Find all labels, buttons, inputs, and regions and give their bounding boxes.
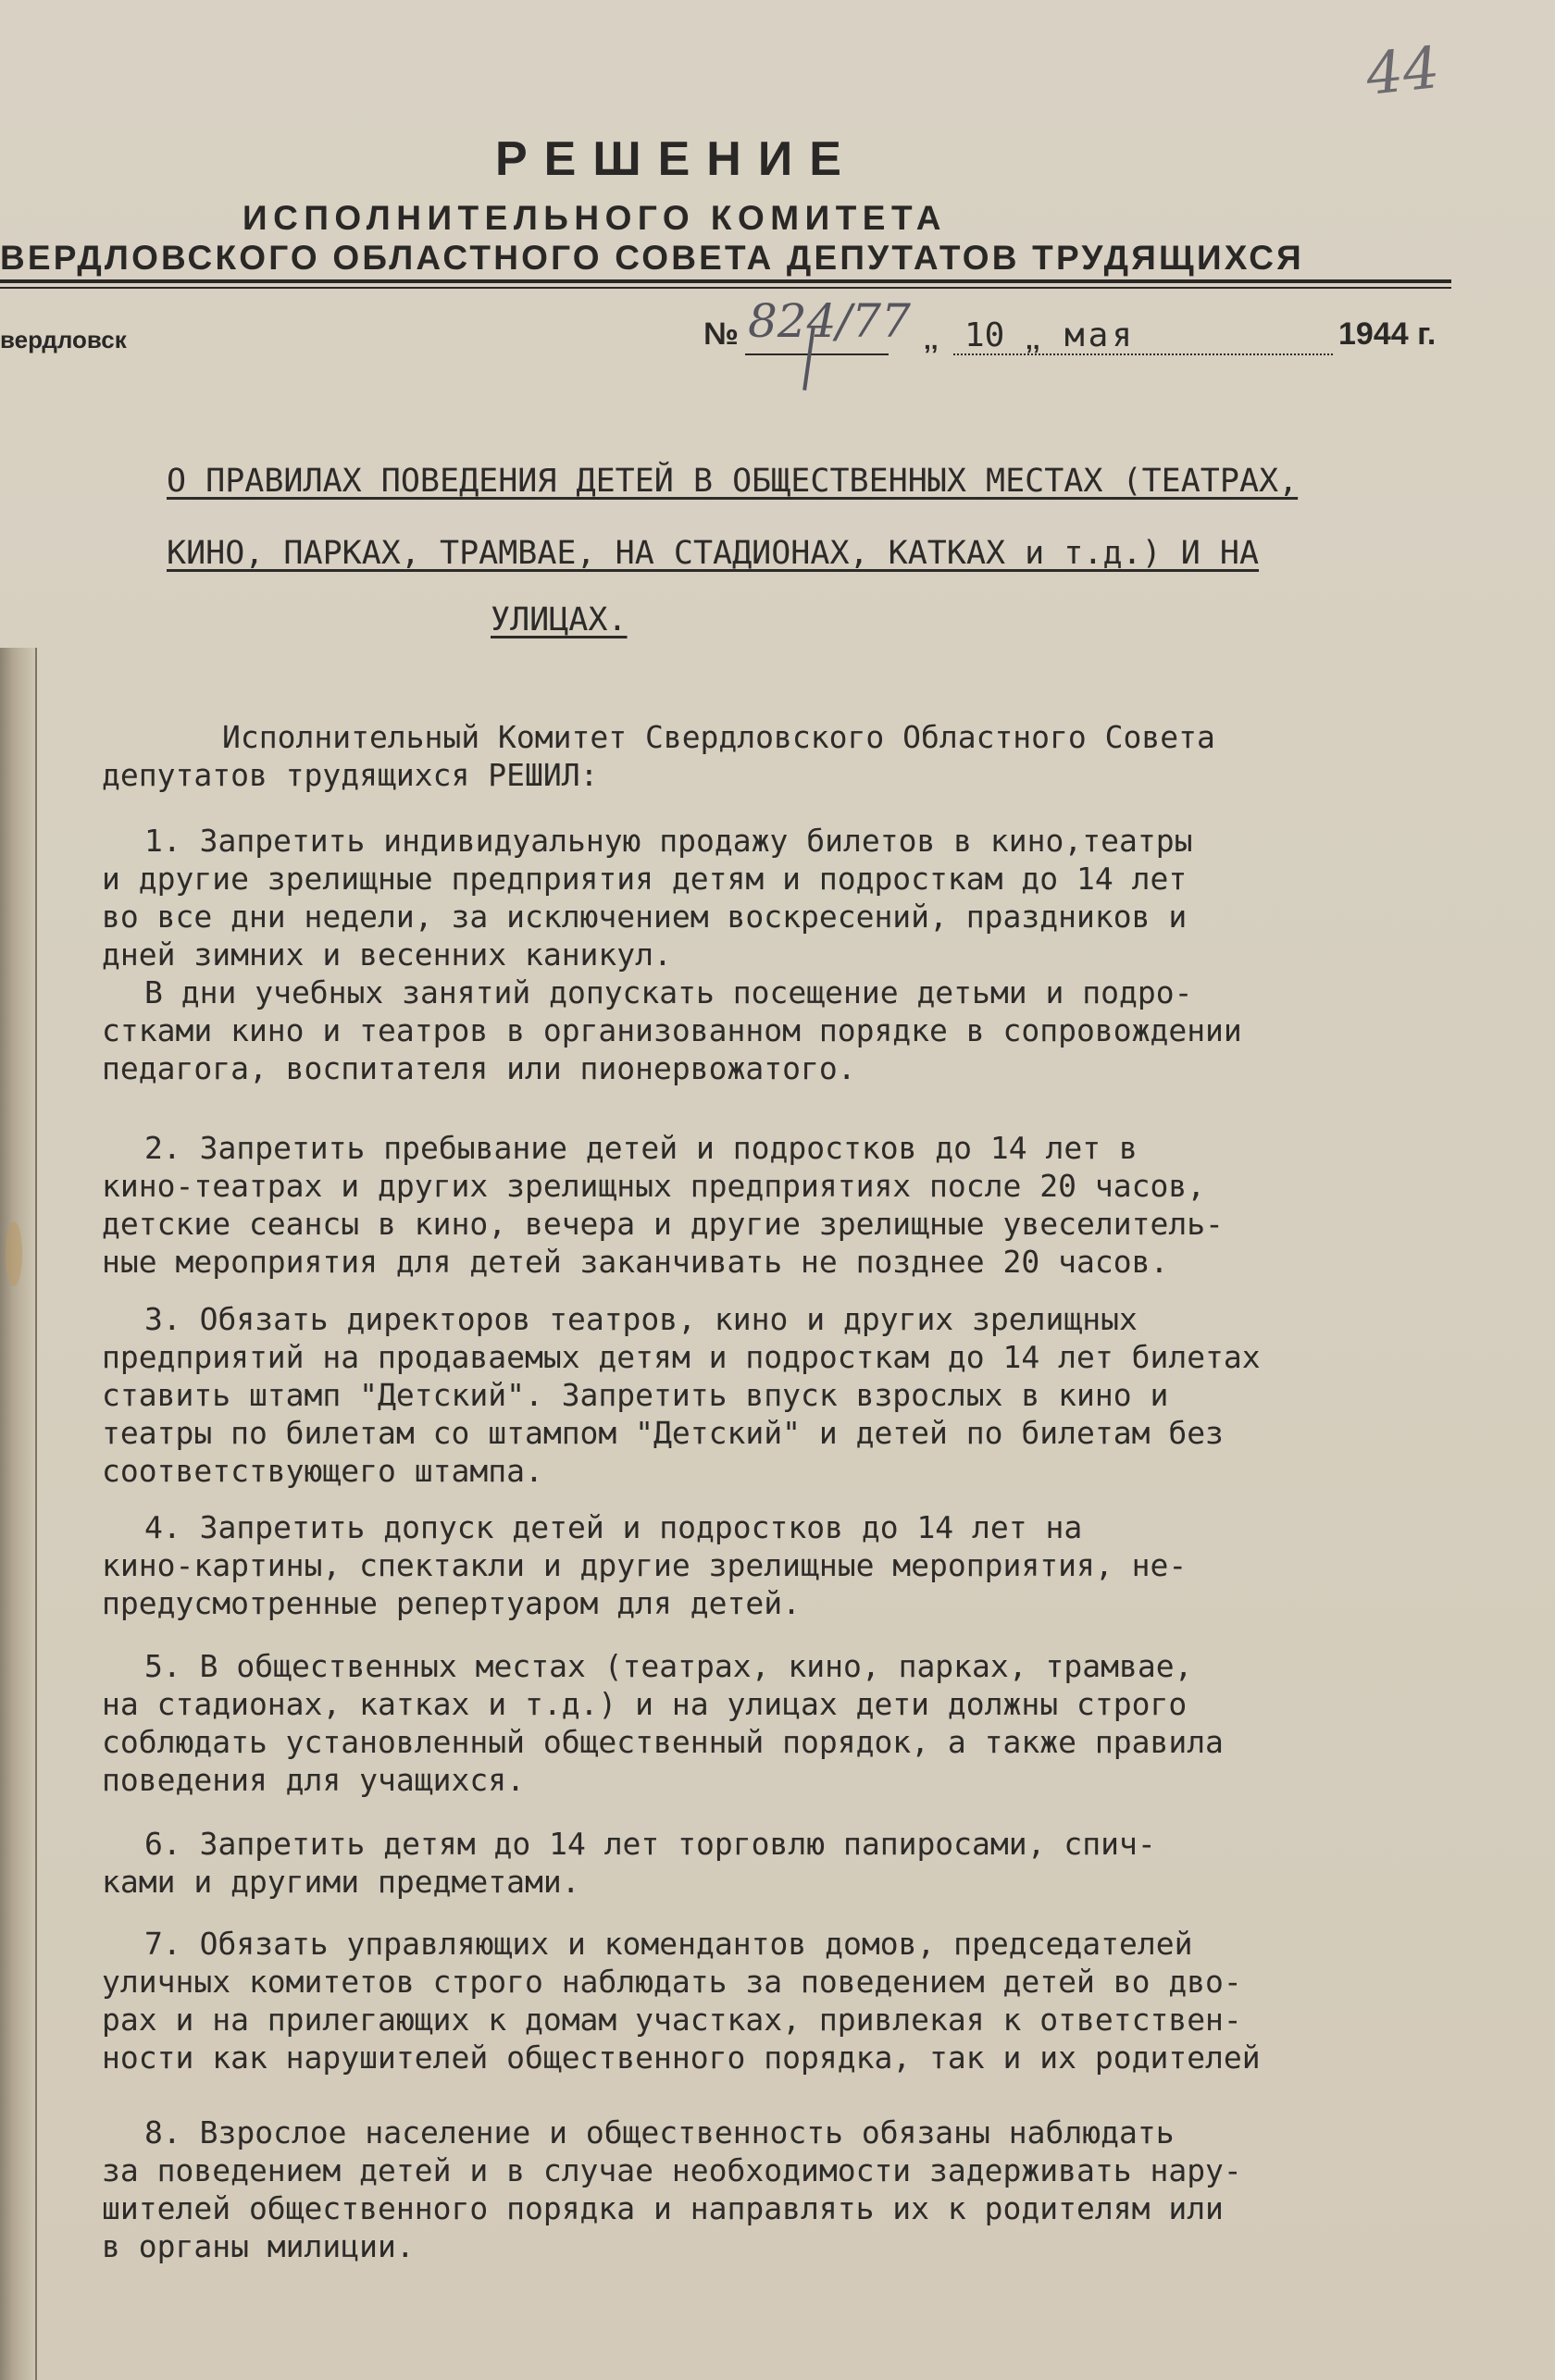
text-line: 1. Запретить индивидуальную продажу билетов в кино,театры bbox=[144, 823, 1193, 859]
text-line: шителей общественного порядка и направлять их к родителям или bbox=[102, 2190, 1224, 2226]
text-line: соблюдать установленный общественный порядок, а также правила bbox=[102, 1724, 1224, 1760]
text-line: 7. Обязать управляющих и комендантов домов, председателей bbox=[144, 1926, 1193, 1962]
date-month: мая bbox=[1064, 316, 1137, 354]
number-underline bbox=[745, 353, 889, 355]
text-line: театры по билетам со штампом "Детский" и детей по билетам без bbox=[102, 1415, 1224, 1451]
paragraph-1 bbox=[102, 822, 1242, 1087]
text-line: стками кино и театров в организованном порядке в сопровождении bbox=[102, 1012, 1242, 1048]
text-line: предприятий на продаваемых детям и подросткам до 14 лет билетах bbox=[102, 1339, 1261, 1375]
letterhead-rule bbox=[0, 279, 1451, 283]
text-line: во все дни недели, за исключением воскресений, праздников и bbox=[102, 899, 1188, 935]
text-line: 2. Запретить пребывание детей и подростков до 14 лет в bbox=[144, 1130, 1138, 1166]
text-line: уличных комитетов строго наблюдать за поведением детей во дво- bbox=[102, 1964, 1242, 2000]
page-number: 44 bbox=[1362, 33, 1443, 108]
city-label: вердловск bbox=[0, 326, 127, 353]
text-line: кино-картины, спектакли и другие зрелищные мероприятия, не- bbox=[102, 1547, 1188, 1583]
paragraph-6 bbox=[102, 1825, 1156, 1901]
intro-line-2: депутатов трудящихся РЕШИЛ: bbox=[102, 757, 599, 793]
text-line: 4. Запретить допуск детей и подростков до 14 лет на bbox=[144, 1509, 1083, 1545]
date-underline bbox=[953, 353, 1333, 355]
subject-heading-line-3: УЛИЦАХ. bbox=[491, 601, 628, 638]
text-line: поведения для учащихся. bbox=[102, 1762, 525, 1798]
subject-heading-line-2: КИНО, ПАРКАХ, ТРАМВАЕ, НА СТАДИОНАХ, КАТКАХ и т.д.) И НА bbox=[167, 535, 1260, 572]
date-year: 1944 г. bbox=[1338, 316, 1437, 352]
text-line: 8. Взрослое население и общественность обязаны наблюдать bbox=[144, 2114, 1175, 2151]
text-line: за поведением детей и в случае необходимости задерживать нару- bbox=[102, 2152, 1242, 2188]
text-line: рах и на прилегающих к домам участках, привлекая к ответствен- bbox=[102, 2002, 1242, 2038]
decision-number: 824/77 bbox=[748, 294, 911, 348]
text-line: ные мероприятия для детей заканчивать не позднее 20 часов. bbox=[102, 1244, 1169, 1280]
text-line: на стадионах, катках и т.д.) и на улицах дети должны строго bbox=[102, 1686, 1188, 1722]
paragraph-7 bbox=[102, 1925, 1261, 2076]
paragraph-8 bbox=[102, 2113, 1242, 2265]
letterhead-line-1: ИСПОЛНИТЕЛЬНОГО КОМИТЕТА bbox=[243, 199, 947, 237]
text-line: детские сеансы в кино, вечера и другие зрелищные увеселитель- bbox=[102, 1206, 1224, 1242]
paragraph-4 bbox=[102, 1508, 1187, 1622]
intro-line-1: Исполнительный Комитет Свердловского Областного Совета bbox=[222, 719, 1215, 755]
text-line: ности как нарушителей общественного порядка, так и их родителей bbox=[102, 2039, 1261, 2076]
paragraph-2 bbox=[102, 1129, 1224, 1281]
text-line: ками и другими предметами. bbox=[102, 1864, 580, 1900]
binding-edge bbox=[0, 648, 37, 2380]
text-line: предусмотренные репертуаром для детей. bbox=[102, 1585, 801, 1621]
paragraph-5 bbox=[102, 1647, 1224, 1799]
text-line: соответствующего штампа. bbox=[102, 1453, 543, 1489]
text-line: в органы милиции. bbox=[102, 2228, 415, 2264]
document-title: РЕШЕНИЕ bbox=[495, 132, 858, 186]
paragraph-3 bbox=[102, 1300, 1261, 1490]
date-day: 10 bbox=[964, 316, 1005, 354]
text-line: В дни учебных занятий допускать посещение детьми и подро- bbox=[144, 974, 1193, 1010]
subject-heading-line-1: О ПРАВИЛАХ ПОВЕДЕНИЯ ДЕТЕЙ В ОБЩЕСТВЕННЫХ МЕСТАХ (ТЕАТРАХ, bbox=[167, 463, 1299, 500]
text-line: 6. Запретить детям до 14 лет торговлю папиросами, спич- bbox=[144, 1826, 1156, 1862]
text-line: дней зимних и весенних каникул. bbox=[102, 936, 672, 973]
number-label: № bbox=[703, 316, 739, 352]
letterhead-line-2: ВЕРДЛОВСКОГО ОБЛАСТНОГО СОВЕТА ДЕПУТАТОВ ТРУДЯЩИХСЯ bbox=[0, 239, 1304, 277]
text-line: и другие зрелищные предприятия детям и подросткам до 14 лет bbox=[102, 861, 1188, 897]
date-quote-open: ,, bbox=[924, 326, 939, 354]
date-quote-close: ,, bbox=[1026, 326, 1040, 354]
text-line: ставить штамп "Детский". Запретить впуск взрослых в кино и bbox=[102, 1377, 1169, 1413]
text-line: 5. В общественных местах (театрах, кино, парках, трамвае, bbox=[144, 1648, 1193, 1684]
paper-stain bbox=[6, 1221, 22, 1286]
text-line: педагога, воспитателя или пионервожатого. bbox=[102, 1050, 856, 1086]
text-line: 3. Обязать директоров театров, кино и других зрелищных bbox=[144, 1301, 1138, 1337]
text-line: кино-театрах и других зрелищных предприятиях после 20 часов, bbox=[102, 1168, 1206, 1204]
letterhead-rule-thin bbox=[0, 287, 1451, 289]
